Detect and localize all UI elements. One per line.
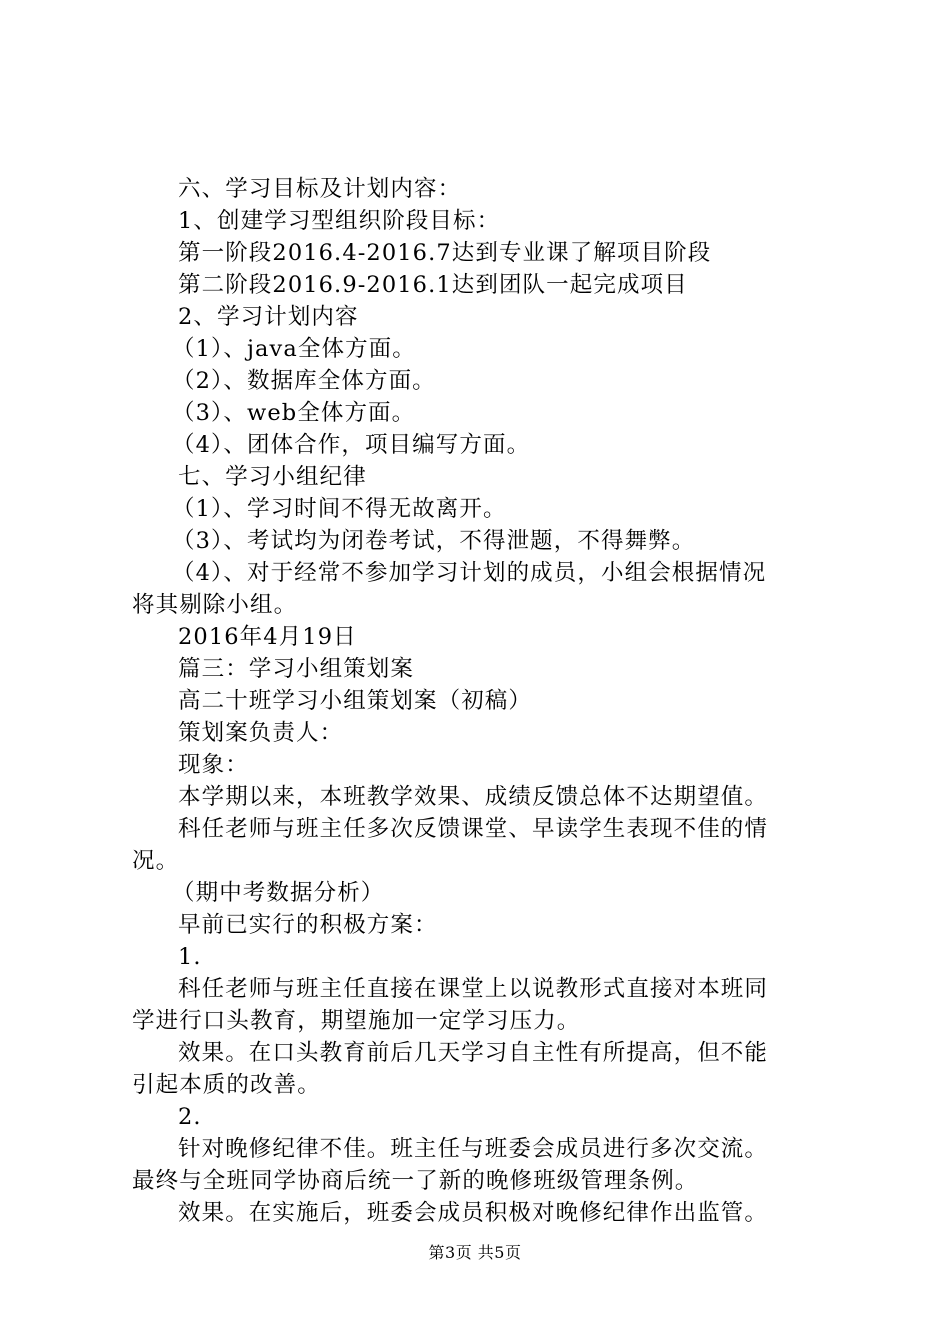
document-title: 高二十班学习小组策划案（初稿） — [178, 688, 533, 714]
heading-learning-goals: 六、学习目标及计划内容： — [178, 176, 462, 202]
list-item: （4）、对于经常不参加学习计划的成员，小组会根据情况 — [172, 560, 767, 586]
text-line: （期中考数据分析） — [172, 880, 385, 906]
text-line: 针对晚修纪律不佳。班主任与班委会成员进行多次交流。 — [178, 1136, 769, 1162]
list-item: （2）、数据库全体方面。 — [172, 368, 436, 394]
text-line: 现象： — [178, 752, 249, 778]
text-line: 1. — [178, 944, 202, 970]
section-title: 篇三：学习小组策划案 — [178, 656, 415, 682]
text-line: 2、学习计划内容 — [178, 304, 359, 330]
text-line: 况。 — [132, 848, 180, 874]
text-line: 效果。在口头教育前后几天学习自主性有所提高，但不能 — [178, 1040, 769, 1066]
text-line: 第一阶段2016.4-2016.7达到专业课了解项目阶段 — [178, 240, 712, 266]
text-line: 科任老师与班主任直接在课堂上以说教形式直接对本班同 — [178, 976, 769, 1002]
text-line: 第二阶段2016.9-2016.1达到团队一起完成项目 — [178, 272, 688, 298]
heading-discipline: 七、学习小组纪律 — [178, 464, 367, 490]
text-line: 引起本质的改善。 — [132, 1072, 321, 1098]
text-line: 学进行口头教育，期望施加一定学习压力。 — [132, 1008, 581, 1034]
list-item: （3）、考试均为闭卷考试，不得泄题，不得舞弊。 — [172, 528, 696, 554]
text-line: 将其剔除小组。 — [132, 592, 298, 618]
text-line: 效果。在实施后，班委会成员积极对晚修纪律作出监管。 — [178, 1200, 769, 1226]
list-item: （3）、web全体方面。 — [172, 400, 416, 426]
text-line: 最终与全班同学协商后统一了新的晚修班级管理条例。 — [132, 1168, 699, 1194]
list-item: （1）、学习时间不得无故离开。 — [172, 496, 507, 522]
text-line: 策划案负责人： — [178, 720, 344, 746]
list-item: （1）、java全体方面。 — [172, 336, 416, 362]
text-line: 早前已实行的积极方案： — [178, 912, 438, 938]
text-line: 本学期以来，本班教学效果、成绩反馈总体不达期望值。 — [178, 784, 769, 810]
date-line: 2016年4月19日 — [178, 624, 357, 650]
page-footer: 第3页 共5页 — [428, 1243, 522, 1262]
list-item: （4）、团体合作，项目编写方面。 — [172, 432, 531, 458]
text-line: 2. — [178, 1104, 202, 1130]
text-line: 1、创建学习型组织阶段目标： — [178, 208, 501, 234]
text-line: 科任老师与班主任多次反馈课堂、早读学生表现不佳的情 — [178, 816, 769, 842]
